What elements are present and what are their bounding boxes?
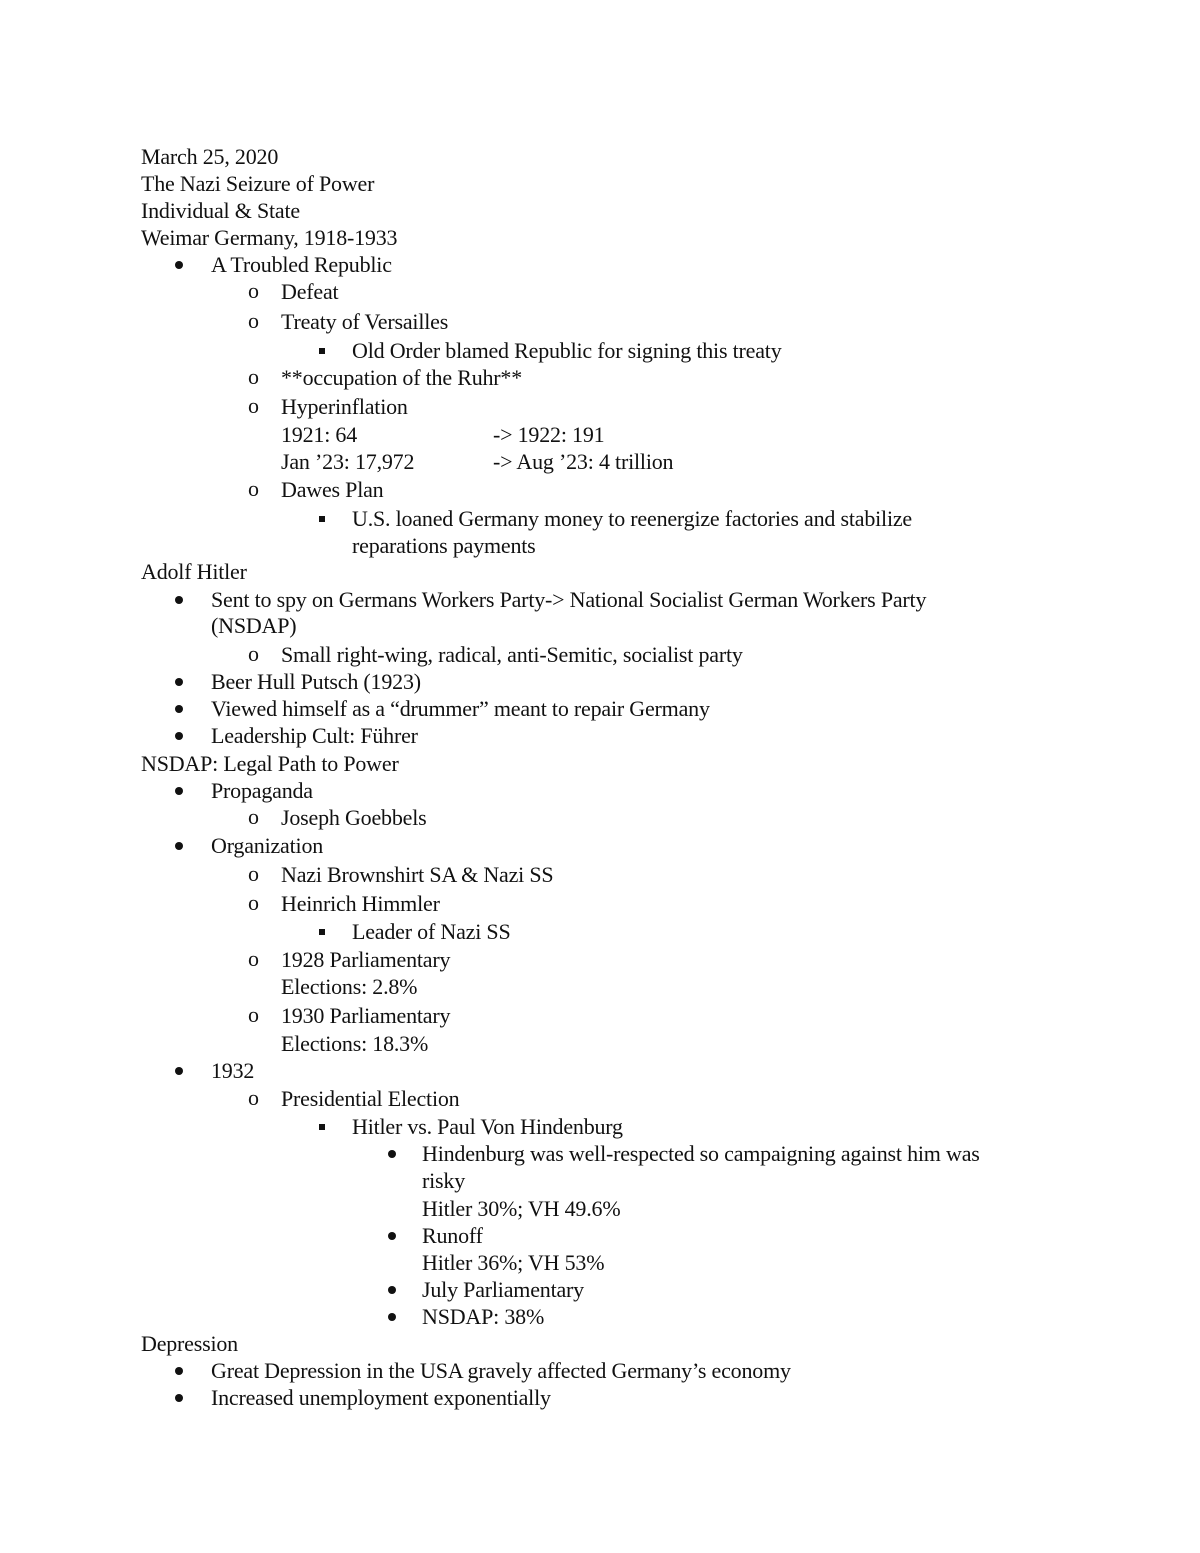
line-text: Elections: 18.3% [281,1031,429,1056]
line-text: Beer Hull Putsch (1923) [211,669,421,694]
bullet-circle-icon: o [248,861,259,886]
line-text: A Troubled Republic [211,252,392,277]
line-text: Old Order blamed Republic for signing this treaty [352,338,782,363]
line-text: Sent to spy on Germans Workers Party-> National Socialist German Workers Party [211,587,927,612]
line-text: 1930 Parliamentary [281,1003,451,1028]
line-text: Hindenburg was well-respected so campaigning against him was [422,1141,980,1166]
line-text: Dawes Plan [281,477,384,502]
line-text: Weimar Germany, 1918-1933 [141,225,398,250]
bullet-circle-icon: o [248,804,259,829]
line-text: Adolf Hitler [141,559,247,584]
bullet-dot-icon [388,1232,396,1240]
bullet-square-icon [319,348,325,354]
bullet-dot-icon [175,261,183,269]
line-text: March 25, 2020 [141,144,279,169]
line-text: reparations payments [352,533,536,558]
line-text: Small right-wing, radical, anti-Semitic, socialist party [281,642,743,667]
line-text: (NSDAP) [211,613,297,638]
line-text: Hyperinflation [281,394,408,419]
line-text: Defeat [281,279,339,304]
line-text: NSDAP: Legal Path to Power [141,751,399,776]
line-text: July Parliamentary [422,1277,584,1302]
line-text: Elections: 2.8% [281,974,418,999]
line-text: 1921: 64 [281,422,358,447]
bullet-square-icon [319,1124,325,1130]
bullet-square-icon [319,929,325,935]
line-text: Runoff [422,1223,483,1248]
bullet-dot-icon [175,732,183,740]
line-text: Treaty of Versailles [281,309,449,334]
bullet-circle-icon: o [248,1002,259,1027]
line-text: Viewed himself as a “drummer” meant to repair Germany [211,696,710,721]
bullet-dot-icon [175,678,183,686]
bullet-circle-icon: o [248,1085,259,1110]
line-text-column: -> Aug ’23: 4 trillion [493,449,674,474]
bullet-dot-icon [175,842,183,850]
line-text: Propaganda [211,778,313,803]
line-text: The Nazi Seizure of Power [141,171,375,196]
line-text: Hitler 30%; VH 49.6% [422,1196,621,1221]
bullet-dot-icon [175,596,183,604]
line-text: Hitler vs. Paul Von Hindenburg [352,1114,623,1139]
bullet-circle-icon: o [248,476,259,501]
line-text: Nazi Brownshirt SA & Nazi SS [281,862,554,887]
line-text: U.S. loaned Germany money to reenergize factories and stabilize [352,506,913,531]
line-text: Joseph Goebbels [281,805,427,830]
line-text: **occupation of the Ruhr** [281,365,523,390]
line-text: Depression [141,1331,238,1356]
bullet-circle-icon: o [248,364,259,389]
bullet-circle-icon: o [248,641,259,666]
bullet-dot-icon [175,1394,183,1402]
line-text: Leadership Cult: Führer [211,723,418,748]
line-text: risky [422,1168,466,1193]
line-text: NSDAP: 38% [422,1304,545,1329]
line-text-column: -> 1922: 191 [493,422,605,447]
line-text: Organization [211,833,324,858]
line-text: Increased unemployment exponentially [211,1385,551,1410]
line-text: Presidential Election [281,1086,460,1111]
bullet-dot-icon [175,787,183,795]
bullet-dot-icon [175,705,183,713]
bullet-circle-icon: o [248,278,259,303]
line-text: Great Depression in the USA gravely affected Germany’s economy [211,1358,791,1383]
bullet-circle-icon: o [248,890,259,915]
bullet-circle-icon: o [248,393,259,418]
bullet-dot-icon [388,1150,396,1158]
line-text: Hitler 36%; VH 53% [422,1250,605,1275]
bullet-dot-icon [175,1067,183,1075]
bullet-dot-icon [175,1367,183,1375]
line-text: 1928 Parliamentary [281,947,451,972]
bullet-dot-icon [388,1313,396,1321]
bullet-circle-icon: o [248,946,259,971]
line-text: 1932 [211,1058,255,1083]
line-text: Leader of Nazi SS [352,919,511,944]
line-text: Individual & State [141,198,300,223]
line-text: Heinrich Himmler [281,891,440,916]
bullet-square-icon [319,516,325,522]
line-text: Jan ’23: 17,972 [281,449,415,474]
bullet-circle-icon: o [248,308,259,333]
bullet-dot-icon [388,1286,396,1294]
